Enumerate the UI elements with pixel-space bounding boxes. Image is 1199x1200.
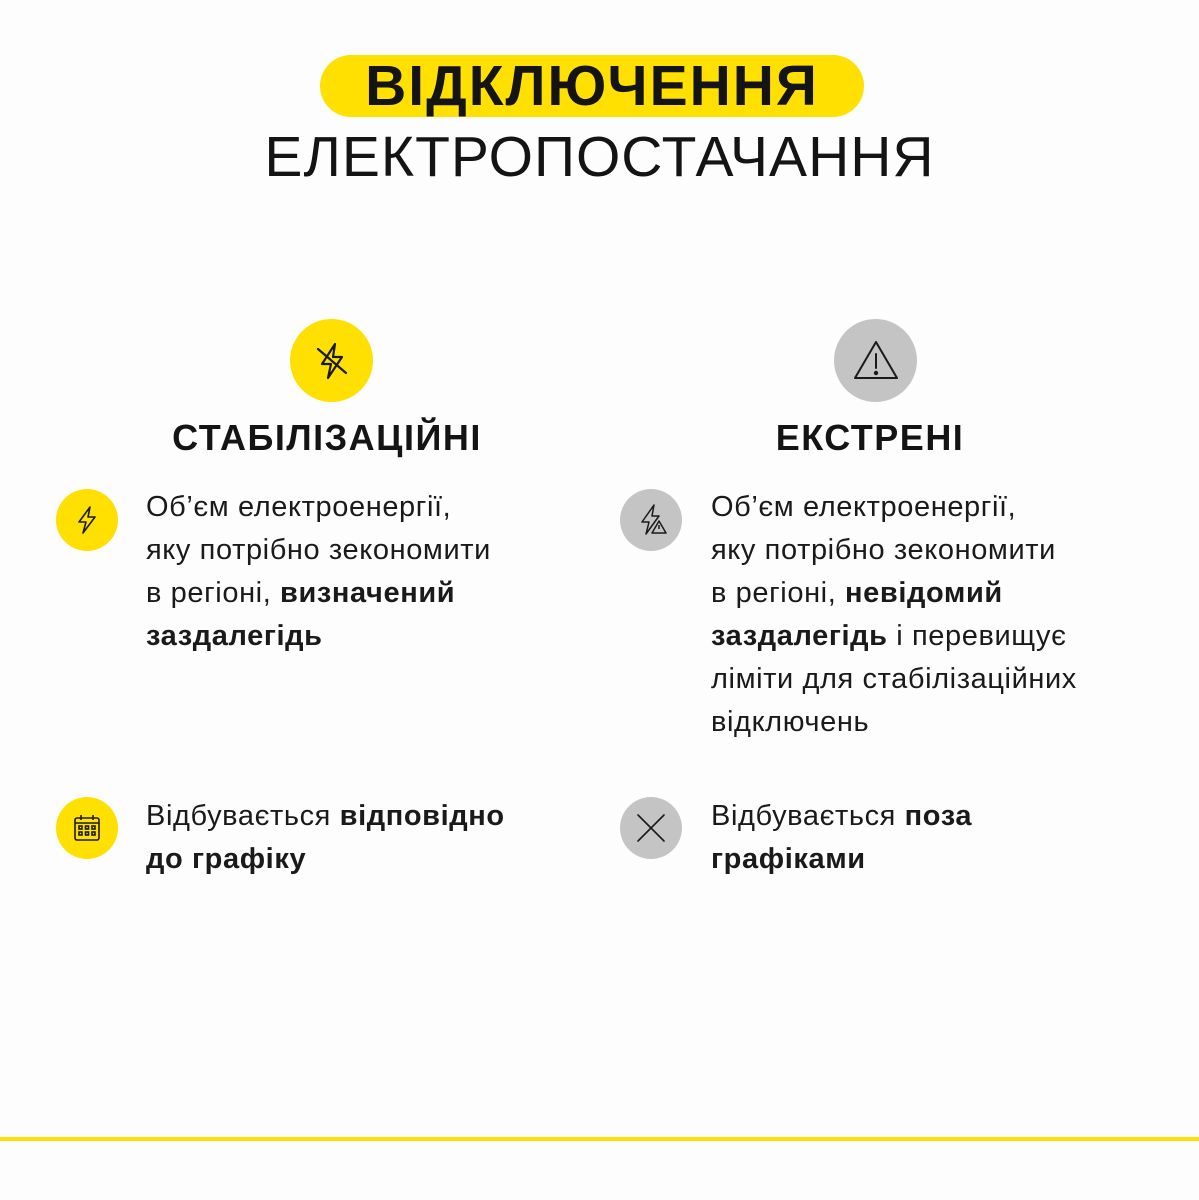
cross-icon [620,797,682,859]
heading-stabilization: СТАБІЛІЗАЦІЙНІ [172,417,482,458]
lightning-icon [56,489,118,551]
lightning-slash-icon [290,319,373,402]
heading-emergency: ЕКСТРЕНІ [775,417,965,458]
emergency-schedule-text: Відбувається поза графіками [711,800,973,875]
warning-triangle-icon [834,319,917,402]
emergency-volume-text: Об’єм електроенергії, яку потрібно зекономити в регіоні, невідомий заздалегідь і перевищує ліміти для стабілізаційних відключень [711,491,1077,738]
title-badge [320,55,864,117]
stabilization-volume-text: Об’єм електроенергії, яку потрібно зекономити в регіоні, визначений заздалегідь [146,491,491,652]
calendar-icon [56,797,118,859]
stabilization-schedule-text: Відбувається відповідно до графіку [146,800,505,875]
page-subtitle: ЕЛЕКТРОПОСТАЧАННЯ [264,125,935,189]
lightning-warning-icon [620,489,682,551]
bottom-accent-line [0,1137,1199,1141]
page-title: ВІДКЛЮЧЕННЯ [365,53,819,118]
